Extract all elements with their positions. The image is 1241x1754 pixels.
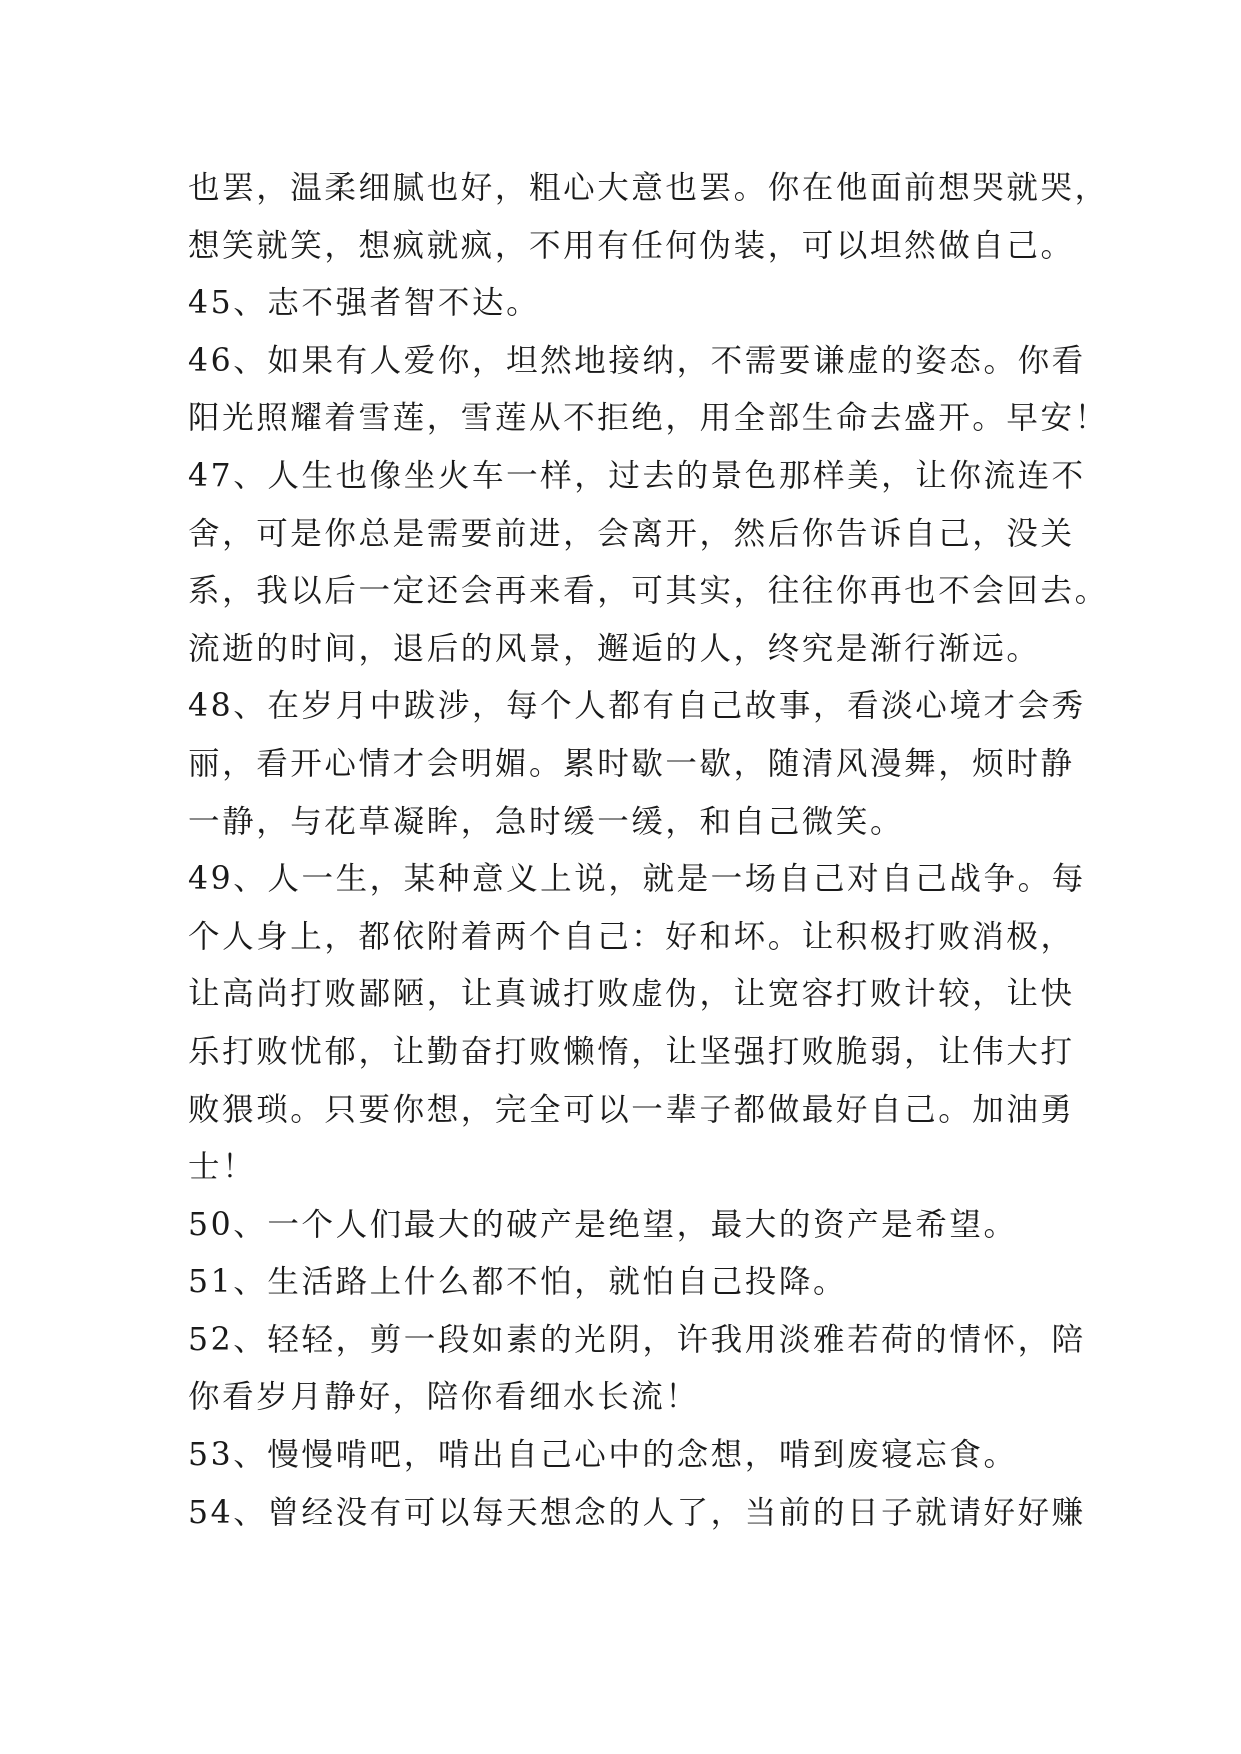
text-line: 乐打败忧郁，让勤奋打败懒惰，让坚强打败脆弱，让伟大打	[188, 1033, 1075, 1070]
text-line: 46、如果有人爱你，坦然地接纳，不需要谦虚的姿态。你看	[188, 342, 1086, 379]
text-line: 丽，看开心情才会明媚。累时歇一歇，随清风漫舞，烦时静	[188, 745, 1075, 782]
text-line: 想笑就笑，想疯就疯，不用有任何伪装，可以坦然做自己。	[188, 227, 1075, 264]
text-line: 53、慢慢啃吧，啃出自己心中的念想，啃到废寝忘食。	[188, 1437, 1018, 1474]
text-line: 50、一个人们最大的破产是绝望，最大的资产是希望。	[188, 1206, 1018, 1243]
text-line: 一静，与花草凝眸，急时缓一缓，和自己微笑。	[188, 803, 905, 840]
text-line: 败猥琐。只要你想，完全可以一辈子都做最好自己。加油勇	[188, 1091, 1075, 1128]
text-line: 流逝的时间，退后的风景，邂逅的人，终究是渐行渐远。	[188, 630, 1041, 667]
text-line: 你看岁月静好，陪你看细水长流！	[188, 1379, 700, 1416]
text-line: 让高尚打败鄙陋，让真诚打败虚伪，让宽容打败计较，让快	[188, 976, 1075, 1013]
text-line: 48、在岁月中跋涉，每个人都有自己故事，看淡心境才会秀	[188, 688, 1086, 725]
text-line: 51、生活路上什么都不怕，就怕自己投降。	[188, 1264, 848, 1301]
text-line: 也罢，温柔细腻也好，粗心大意也罢。你在他面前想哭就哭，	[188, 170, 1109, 206]
text-line: 47、人生也像坐火车一样，过去的景色那样美，让你流连不	[188, 457, 1086, 494]
text-line: 阳光照耀着雪莲，雪莲从不拒绝，用全部生命去盛开。早安！	[188, 400, 1109, 437]
text-line: 52、轻轻，剪一段如素的光阴，许我用淡雅若荷的情怀，陪	[188, 1321, 1086, 1358]
text-line: 舍，可是你总是需要前进，会离开，然后你告诉自己，没关	[188, 515, 1075, 552]
text-line: 个人身上，都依附着两个自己：好和坏。让积极打败消极，	[188, 918, 1075, 955]
text-line: 49、人一生，某种意义上说，就是一场自己对自己战争。每	[188, 861, 1086, 898]
text-line: 士！	[188, 1149, 257, 1186]
text-line: 54、曾经没有可以每天想念的人了，当前的日子就请好好赚	[188, 1494, 1086, 1531]
document-body	[188, 160, 1109, 1542]
text-line: 系，我以后一定还会再来看，可其实，往往你再也不会回去。	[188, 573, 1109, 610]
text-line: 45、志不强者智不达。	[188, 285, 541, 322]
